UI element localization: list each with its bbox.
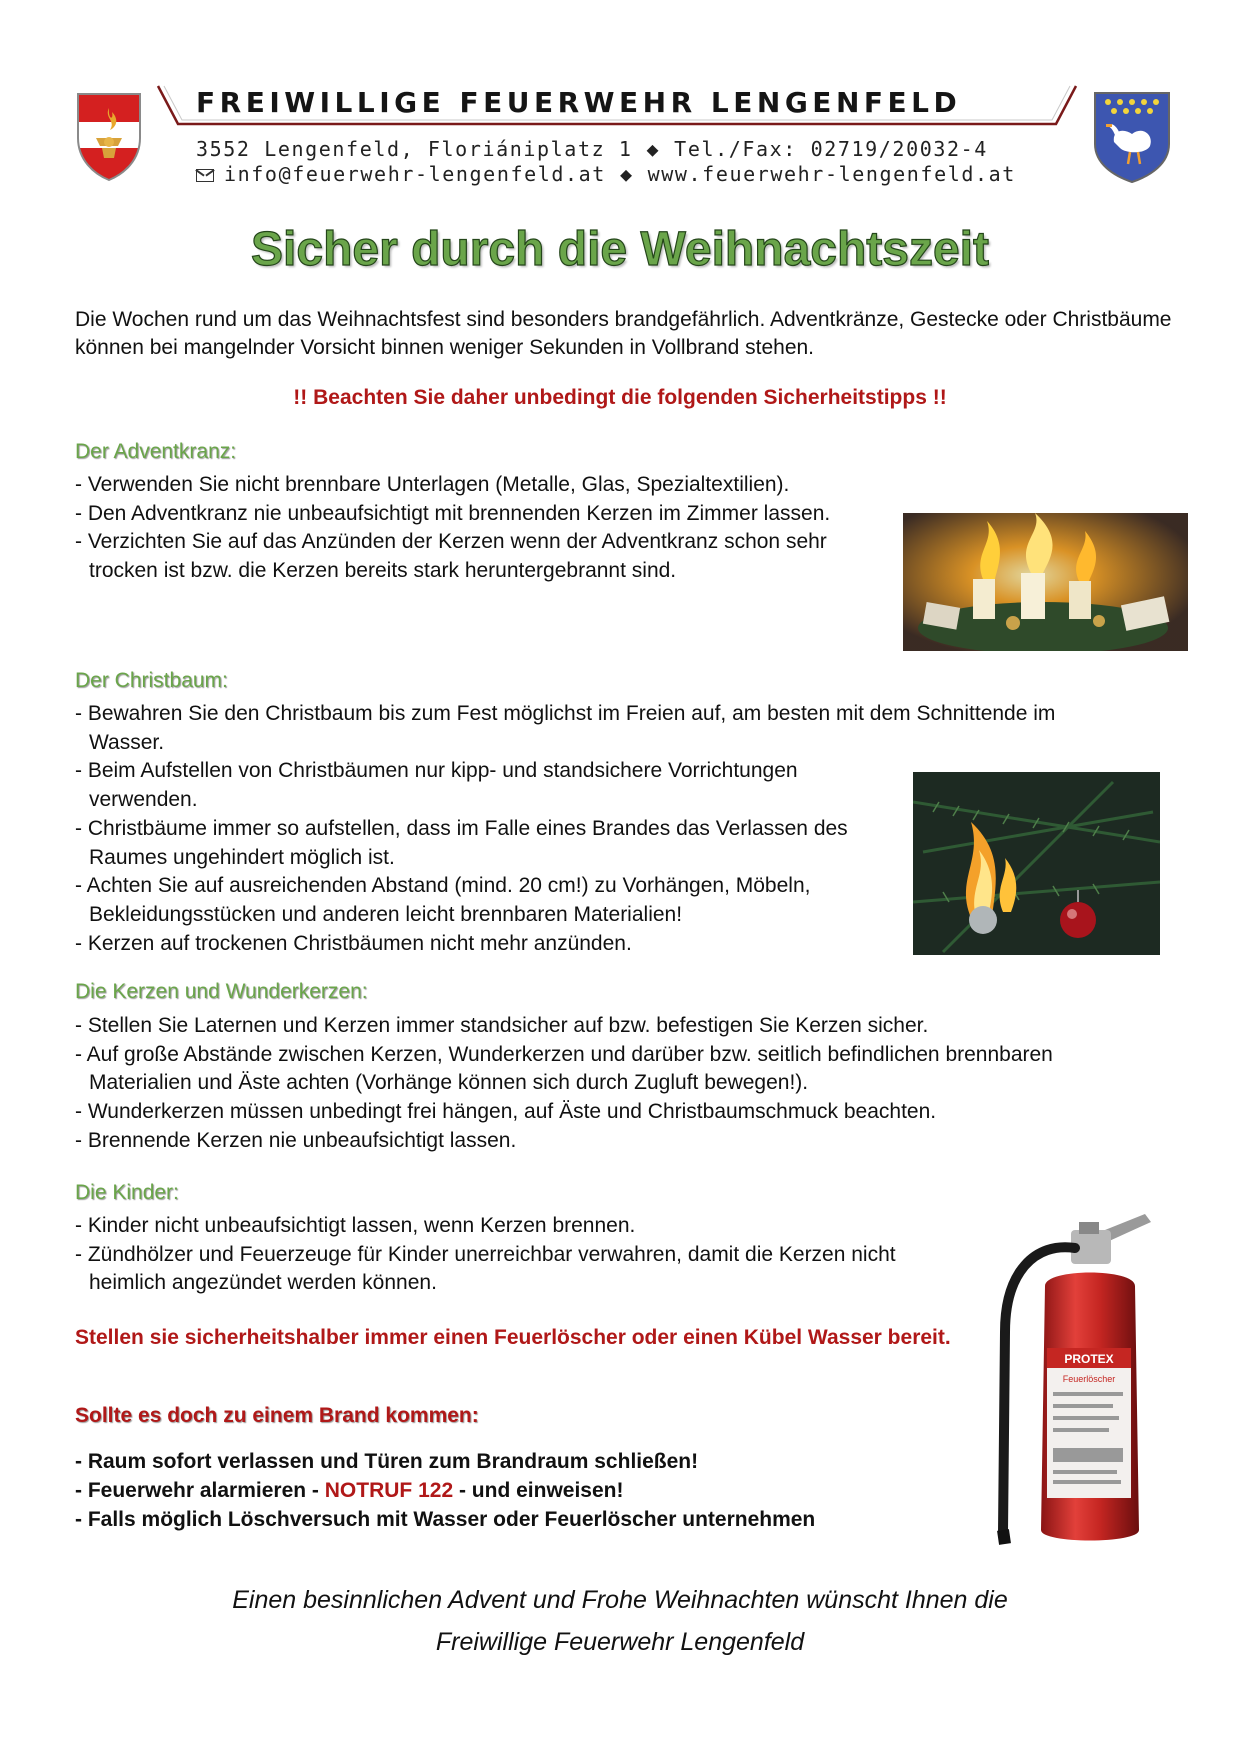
section-heading-adventkranz: Der Adventkranz: — [75, 440, 237, 463]
contact-line-web — [196, 162, 1076, 186]
phone-text: Tel./Fax: 02719/20032-4 — [674, 137, 988, 161]
section-heading-christbaum: Der Christbaum: — [75, 669, 228, 692]
mail-icon — [196, 169, 214, 182]
list-item: - Christbäume immer so aufstellen, dass im Falle eines Brandes das Verlassen des Raumes ungehindert möglich ist. — [75, 816, 848, 869]
contact-line-address — [196, 137, 1076, 161]
safety-warning: !! Beachten Sie daher unbedingt die folgenden Sicherheitstipps !! — [293, 386, 947, 409]
section-heading-kinder: Die Kinder: — [75, 1181, 179, 1204]
list-item: - Stellen Sie Laternen und Kerzen immer standsicher auf bzw. befestigen Sie Kerzen sicher. — [75, 1014, 929, 1037]
separator-diamond: ◆ — [619, 162, 634, 186]
step-text: - Feuerwehr alarmieren - — [75, 1479, 325, 1502]
email-link[interactable]: info@feuerwehr-lengenfeld.at — [224, 162, 606, 186]
extinguisher-brand: PROTEX — [1064, 1352, 1114, 1366]
separator-diamond: ◆ — [646, 137, 661, 161]
adventkranz-list — [75, 471, 989, 586]
organization-name: FREIWILLIGE FEUERWEHR LENGENFELD — [196, 86, 962, 119]
fire-emergency-steps — [75, 1447, 815, 1534]
kinder-list — [75, 1212, 969, 1298]
list-item: - Bewahren Sie den Christbaum bis zum Fest möglichst im Freien auf, am besten mit dem Schnittende im Wasser. — [75, 702, 1056, 754]
list-item: - Achten Sie auf ausreichenden Abstand (mind. 20 cm!) zu Vorhängen, Möbeln, Bekleidungsstücken und anderen leicht brennbaren Materialien! — [75, 874, 811, 926]
fire-emergency-heading: Sollte es doch zu einem Brand kommen: — [75, 1404, 479, 1427]
christmas-tree-fire-photo — [913, 772, 1160, 955]
list-item: - Auf große Abstände zwischen Kerzen, Wunderkerzen und darüber bzw. seitlich befindlichen brennbaren Materialien und Äste achten (Vorhänge können sich durch Zugluft bewegen!). — [75, 1042, 1053, 1095]
intro-paragraph: Die Wochen rund um das Weihnachtsfest sind besonders brandgefährlich. Adventkränze, Gestecke oder Christbäume können bei mangelnder Vorsicht binnen weniger Sekunden in Vollbrand stehen. — [75, 308, 1172, 359]
section-heading-kerzen: Die Kerzen und Wunderkerzen: — [75, 980, 368, 1003]
list-item — [75, 1476, 815, 1505]
address-text: 3552 Lengenfeld, Floriániplatz 1 — [196, 137, 633, 161]
extinguisher-note: Stellen sie sicherheitshalber immer einen Feuerlöscher oder einen Kübel Wasser bereit. — [75, 1326, 951, 1349]
list-item: - Kinder nicht unbeaufsichtigt lassen, wenn Kerzen brennen. — [75, 1214, 636, 1237]
extinguisher-label: Feuerlöscher — [1062, 1374, 1116, 1384]
list-item: - Beim Aufstellen von Christbäumen nur kipp- und standsichere Vorrichtungen verwenden. — [75, 759, 798, 812]
website-link[interactable]: www.feuerwehr-lengenfeld.at — [647, 162, 1016, 186]
page-title: Sicher durch die Weihnachtszeit — [251, 223, 989, 276]
fire-extinguisher-icon — [975, 1212, 1157, 1552]
list-item: - Brennende Kerzen nie unbeaufsichtigt lassen. — [75, 1128, 517, 1152]
kerzen-list — [75, 1012, 1169, 1156]
list-item: - Falls möglich Löschversuch mit Wasser oder Feuerlöscher unternehmen — [75, 1508, 816, 1531]
closing-greeting-line1: Einen besinnlichen Advent und Frohe Weihnachten wünscht Ihnen die — [232, 1586, 1008, 1614]
advent-wreath-fire-photo — [903, 513, 1188, 651]
closing-greeting-line2: Freiwillige Feuerwehr Lengenfeld — [435, 1628, 805, 1656]
list-item: - Verzichten Sie auf das Anzünden der Kerzen wenn der Adventkranz schon sehr trocken ist bzw. die Kerzen bereits stark heruntergebrannt sind. — [75, 530, 827, 583]
emergency-number: NOTRUF 122 — [324, 1479, 454, 1502]
list-item: - Kerzen auf trockenen Christbäumen nicht mehr anzünden. — [75, 931, 632, 955]
list-item: - Raum sofort verlassen und Türen zum Brandraum schließen! — [75, 1450, 699, 1473]
list-item: - Zündhölzer und Feuerzeuge für Kinder unerreichbar verwahren, damit die Kerzen nicht heimlich angezündet werden können. — [75, 1242, 896, 1295]
list-item: - Den Adventkranz nie unbeaufsichtigt mit brennenden Kerzen im Zimmer lassen. — [75, 501, 831, 525]
list-item: - Wunderkerzen müssen unbedingt frei hängen, auf Äste und Christbaumschmuck beachten. — [75, 1100, 937, 1124]
list-item: - Verwenden Sie nicht brennbare Unterlagen (Metalle, Glas, Spezialtextilien). — [75, 473, 790, 496]
step-text: - und einweisen! — [453, 1479, 624, 1502]
fire-brigade-emblem-icon — [74, 90, 144, 182]
lengenfeld-coat-of-arms-icon — [1092, 90, 1172, 184]
